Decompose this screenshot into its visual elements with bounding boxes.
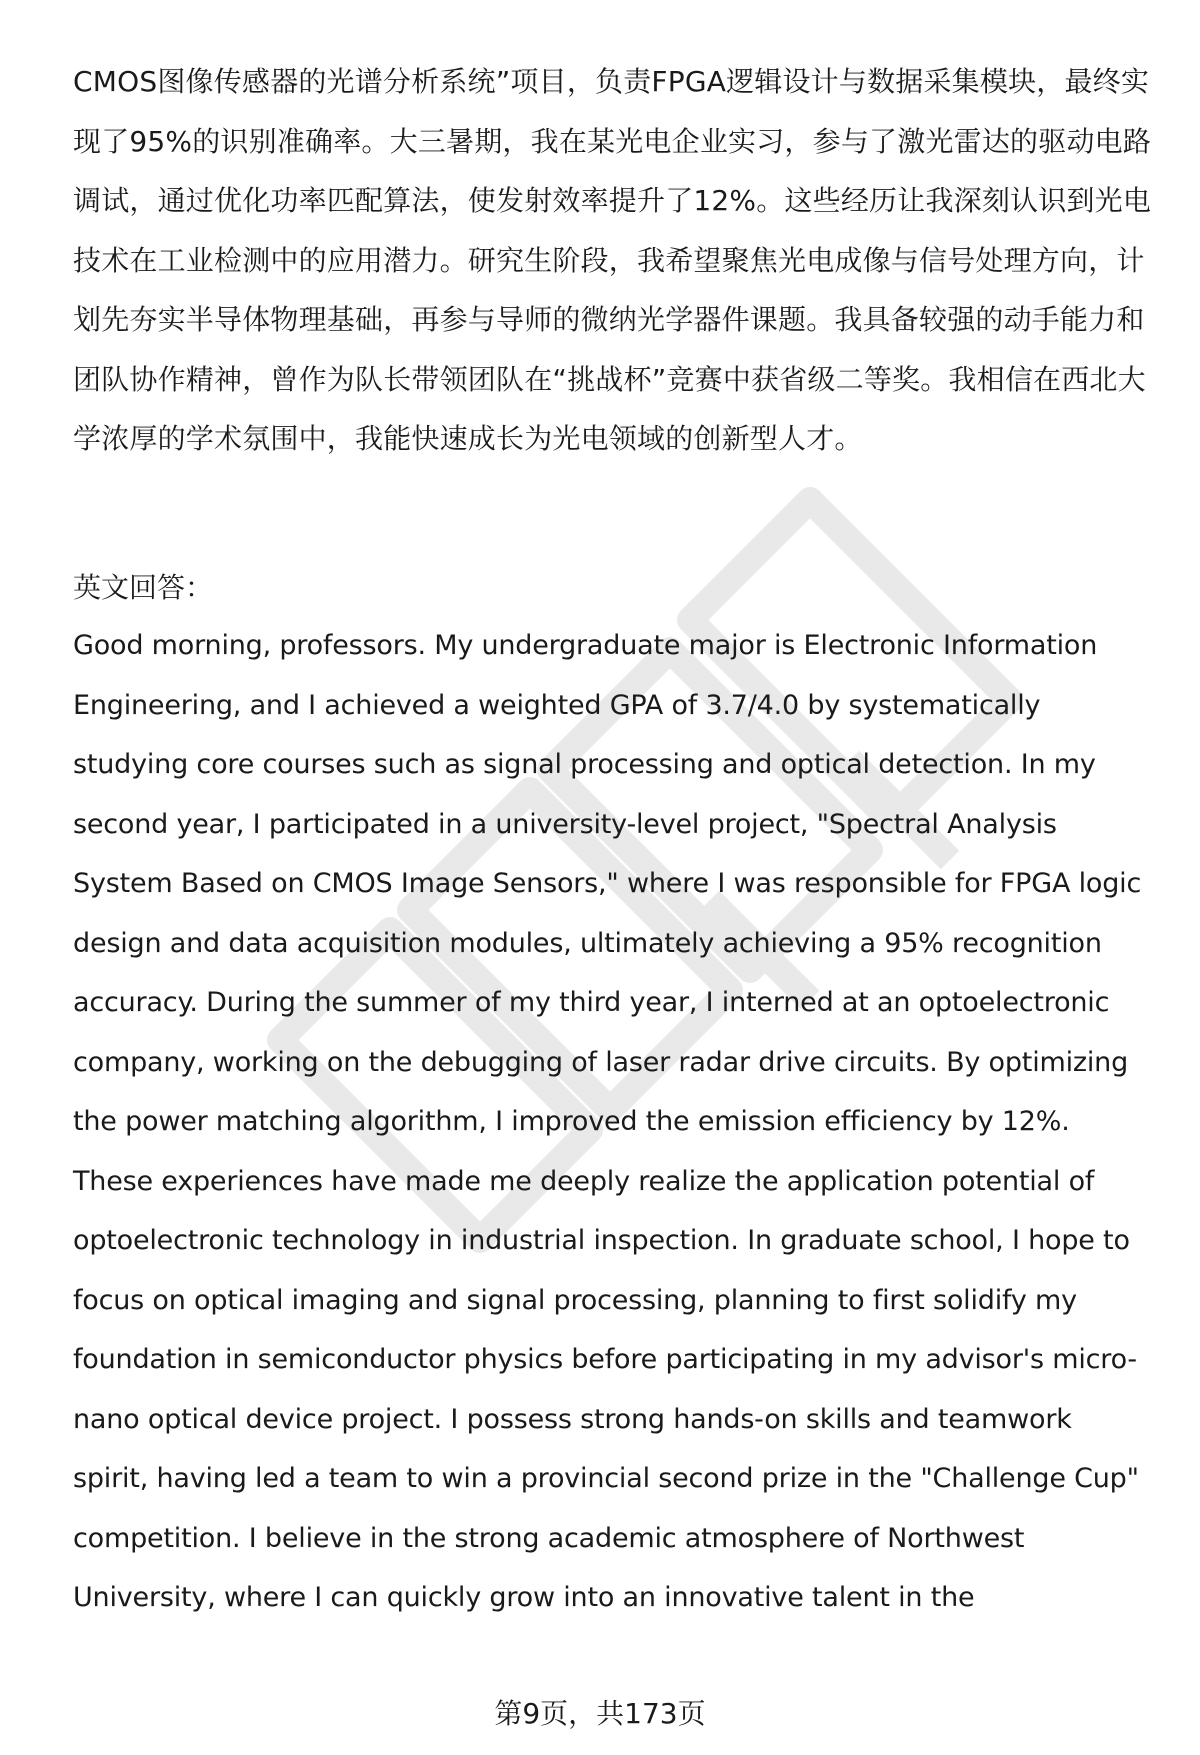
page-number-footer: 第9页，共173页 [494,1697,706,1730]
english-answer-heading: 英文回答： [73,571,214,604]
english-answer-paragraph: Good morning, professors. My undergraduate major is Electronic Information Engineering, and I achieved a weighted GPA of 3.7/4.0 by systematically studying core courses such as signal processing and optical detection. In my second year, I participated in a university-level project, "Spectral Analysis System Based on CMOS Image Sensors," where I was responsible for FPGA logic design and data acquisition modules, ultimately achieving a 95% recognition accuracy. During the summer of my third year, I interned at an optoelectronic company, working on the debugging of laser radar drive circuits. By optimizing the power matching algorithm, I improved the emission efficiency by 12%. These experiences have made me deeply realize the application potential of optoelectronic technology in industrial inspection. In graduate school, I hope to focus on optical imaging and signal processing, planning to first solidify my foundation in semiconductor physics before participating in my advisor's micro-nano optical device project. I possess strong hands-on skills and teamwork spirit, having led a team to win a provincial second prize in the "Challenge Cup" competition. I believe in the strong academic atmosphere of Northwest University, where I can quickly grow into an innovative talent in the [73,630,1142,1613]
chinese-answer-paragraph: CMOS图像传感器的光谱分析系统”项目，负责FPGA逻辑设计与数据采集模块，最终实现了95%的识别准确率。大三暑期，我在某光电企业实习，参与了激光雷达的驱动电路调试，通过优化功率匹配算法，使发射效率提升了12%。这些经历让我深刻认识到光电技术在工业检测中的应用潜力。研究生阶段，我希望聚焦光电成像与信号处理方向，计划先夯实半导体物理基础，再参与导师的微纳光学器件课题。我具备较强的动手能力和团队协作精神，曾作为队长带领团队在“挑战杯”竞赛中获省级二等奖。我相信在西北大学浓厚的学术氛围中，我能快速成长为光电领域的创新型人才。 [73,65,1152,455]
